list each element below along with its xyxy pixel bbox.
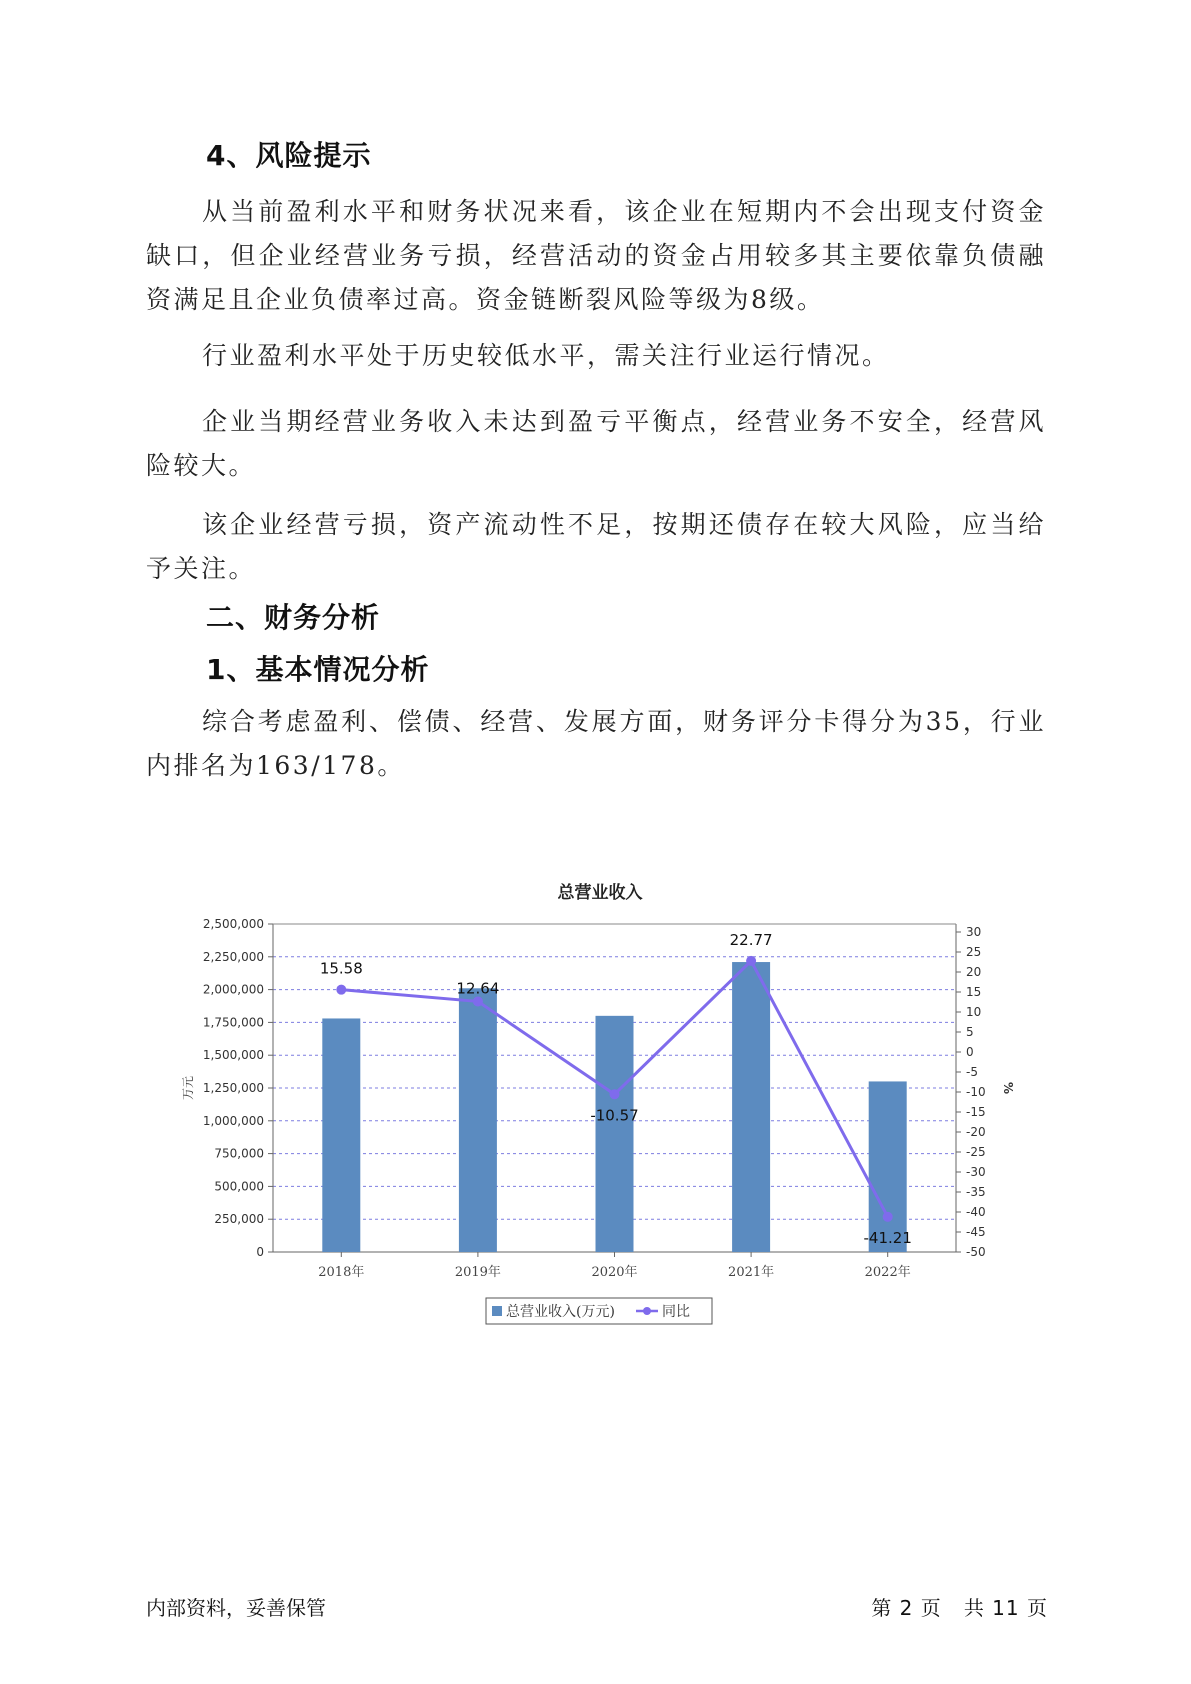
legend-line-label: 同比 xyxy=(662,1304,690,1320)
revenue-bar xyxy=(869,1081,907,1252)
y2-tick-label: -30 xyxy=(966,1165,986,1179)
y-tick-label: 2,250,000 xyxy=(202,949,264,964)
y-tick-label: 1,250,000 xyxy=(202,1081,264,1095)
y2-tick-label: 15 xyxy=(966,985,982,999)
y2-tick-label: 10 xyxy=(966,1005,982,1019)
score-paragraph: 综合考虑盈利、偿债、经营、发展方面，财务评分卡得分为35，行业内排名为163/178。 xyxy=(146,707,1046,780)
revenue-bar xyxy=(732,962,770,1252)
y2-tick-label: 30 xyxy=(966,925,982,939)
y2-tick-label: -40 xyxy=(966,1205,986,1219)
risk-heading: 4、风险提示 xyxy=(206,139,372,172)
footer-confidential-note: 内部资料，妥善保管 xyxy=(146,1596,326,1620)
x-tick-label: 2018年 xyxy=(318,1265,365,1280)
yoy-point xyxy=(746,956,756,966)
yoy-data-label: 15.58 xyxy=(319,959,363,978)
y2-axis-label: % xyxy=(1001,1081,1015,1095)
chart-title: 总营业收入 xyxy=(557,883,643,903)
yoy-point xyxy=(610,1089,620,1099)
yoy-point xyxy=(336,985,346,995)
x-tick-label: 2019年 xyxy=(454,1265,501,1280)
y2-tick-label: 20 xyxy=(966,965,982,979)
y-tick-label: 1,500,000 xyxy=(202,1048,264,1063)
y2-tick-label: 25 xyxy=(966,945,982,959)
legend-bar-swatch xyxy=(492,1306,502,1316)
risk-paragraph-3: 企业当期经营业务收入未达到盈亏平衡点，经营业务不安全，经营风险较大。 xyxy=(146,407,1046,480)
y-tick-label: 750,000 xyxy=(214,1146,264,1161)
legend-line-marker xyxy=(643,1307,651,1315)
yoy-point xyxy=(883,1212,893,1222)
x-tick-label: 2020年 xyxy=(591,1265,638,1280)
yoy-point xyxy=(473,996,483,1006)
basic-analysis-heading: 1、基本情况分析 xyxy=(206,653,430,686)
yoy-data-label: -41.21 xyxy=(863,1228,912,1247)
y2-tick-label: -25 xyxy=(966,1145,986,1159)
y-tick-label: 1,000,000 xyxy=(202,1113,264,1128)
y2-tick-label: -10 xyxy=(966,1085,986,1099)
revenue-bar xyxy=(322,1018,360,1252)
y2-tick-label: -45 xyxy=(966,1225,986,1239)
footer-page-number: 第 2 页 共 11 页 xyxy=(871,1596,1048,1620)
y2-tick-label: -20 xyxy=(966,1125,986,1139)
revenue-bar xyxy=(596,1016,634,1252)
x-tick-label: 2022年 xyxy=(864,1265,911,1280)
y2-tick-label: -15 xyxy=(966,1105,986,1119)
risk-paragraph-2: 行业盈利水平处于历史较低水平，需关注行业运行情况。 xyxy=(202,341,890,370)
yoy-data-label: 22.77 xyxy=(729,930,773,949)
revenue-bar xyxy=(459,988,497,1252)
y-axis-label: 万元 xyxy=(181,1075,195,1101)
y2-tick-label: 5 xyxy=(966,1025,974,1039)
risk-paragraph-4: 该企业经营亏损，资产流动性不足，按期还债存在较大风险，应当给予关注。 xyxy=(146,510,1046,583)
y2-tick-label: -5 xyxy=(966,1065,978,1079)
legend-bar-label: 总营业收入(万元) xyxy=(506,1304,615,1320)
finance-heading: 二、财务分析 xyxy=(206,601,381,634)
y-tick-label: 2,000,000 xyxy=(202,982,264,997)
y-tick-label: 1,750,000 xyxy=(202,1015,264,1030)
yoy-data-label: 12.64 xyxy=(456,979,500,998)
y-tick-label: 250,000 xyxy=(214,1212,264,1227)
y-tick-label: 0 xyxy=(256,1245,264,1259)
y2-tick-label: -50 xyxy=(966,1245,986,1259)
yoy-data-label: -10.57 xyxy=(590,1106,639,1125)
risk-paragraph-1: 从当前盈利水平和财务状况来看，该企业在短期内不会出现支付资金缺口，但企业经营业务亏损，经营活动的资金占用较多其主要依靠负债融资满足且企业负债率过高。资金链断裂风险等级为8级。 xyxy=(146,197,1046,314)
y-tick-label: 2,500,000 xyxy=(202,917,264,931)
y2-tick-label: 0 xyxy=(966,1045,974,1059)
x-tick-label: 2021年 xyxy=(728,1265,775,1280)
y-tick-label: 500,000 xyxy=(214,1179,264,1194)
y2-tick-label: -35 xyxy=(966,1185,986,1199)
